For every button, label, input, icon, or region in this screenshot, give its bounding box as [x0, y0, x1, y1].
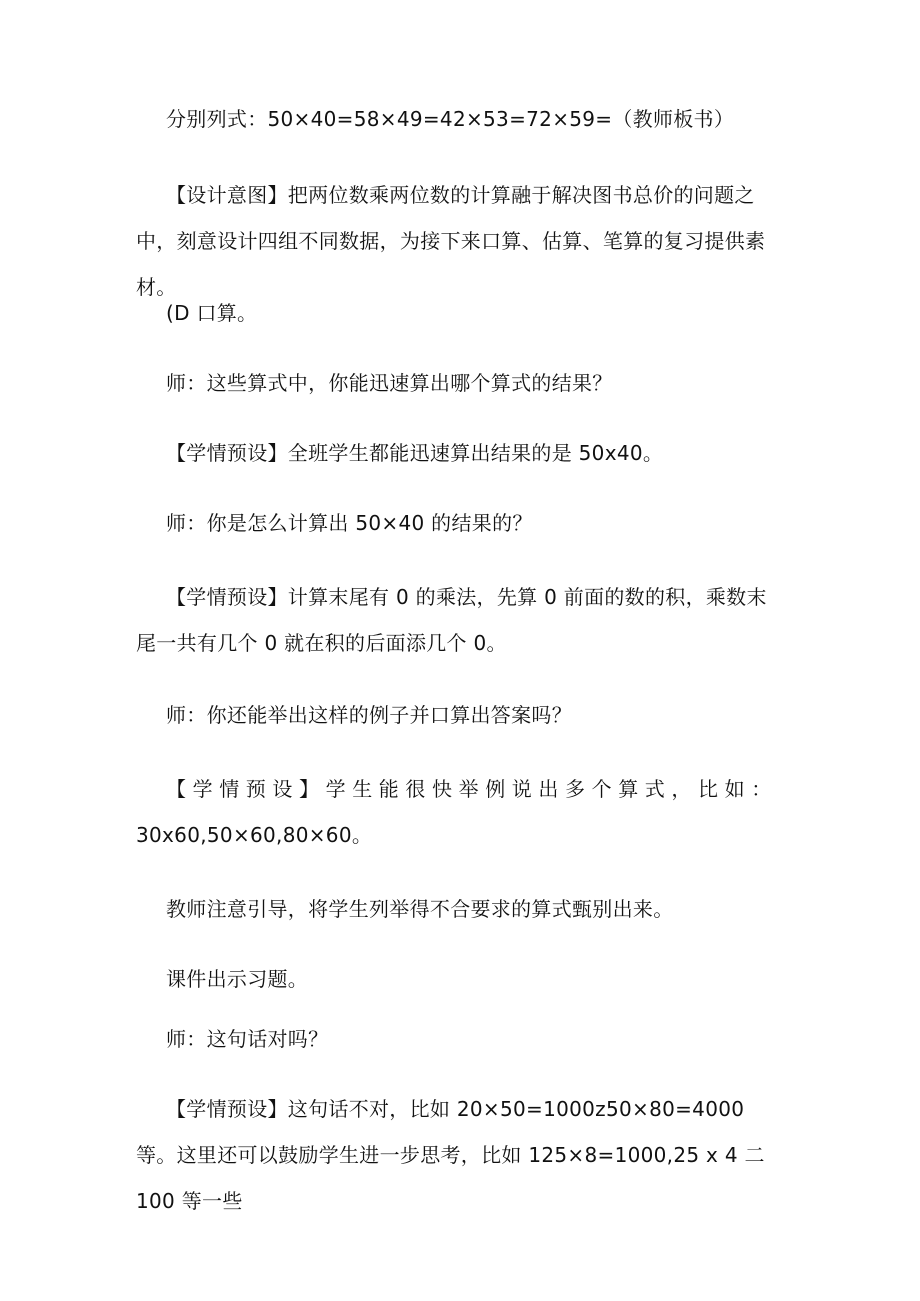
paragraph-teacher-question-1: 师：这些算式中，你能迅速算出哪个算式的结果？ [166, 371, 613, 395]
paragraph-teacher-question-3: 师：你还能举出这样的例子并口算出答案吗？ [166, 703, 572, 727]
paragraph-teacher-guidance: 教师注意引导，将学生列举得不合要求的算式甄别出来。 [166, 897, 674, 921]
paragraph-equations: 分别列式：50×40=58×49=42×53=72×59=（教师板书） [166, 107, 735, 131]
paragraph-courseware-exercise: 课件出示习题。 [166, 967, 309, 991]
paragraph-student-preset-3-line2: 30x60,50×60,80×60。 [136, 823, 373, 847]
paragraph-student-preset-2: 【学情预设】计算末尾有 0 的乘法，先算 0 前面的数的积，乘数末尾一共有几个 0 就在积的后面添几个 0。 [136, 585, 767, 655]
paragraph-teacher-question-2: 师：你是怎么计算出 50×40 的结果的？ [166, 511, 533, 535]
paragraph-design-intent: 【设计意图】把两位数乘两位数的计算融于解决图书总价的问题之中，刻意设计四组不同数据，为接下来口算、估算、笔算的复习提供素材。 [136, 183, 766, 299]
paragraph-student-preset-4: 【学情预设】这句话不对，比如 20×50=1000z50×80=4000 等。这里还可以鼓励学生进一步思考，比如 125×8=1000,25 x 4 二 100 等一些 [136, 1097, 772, 1213]
paragraph-student-preset-3-line1: 【学情预设】学生能很快举例说出多个算式，比如： [166, 777, 778, 801]
paragraph-mental-math-heading: (D 口算。 [166, 301, 258, 325]
paragraph-student-preset-1: 【学情预设】全班学生都能迅速算出结果的是 50x40。 [166, 441, 664, 465]
paragraph-teacher-question-4: 师：这句话对吗？ [166, 1027, 329, 1051]
